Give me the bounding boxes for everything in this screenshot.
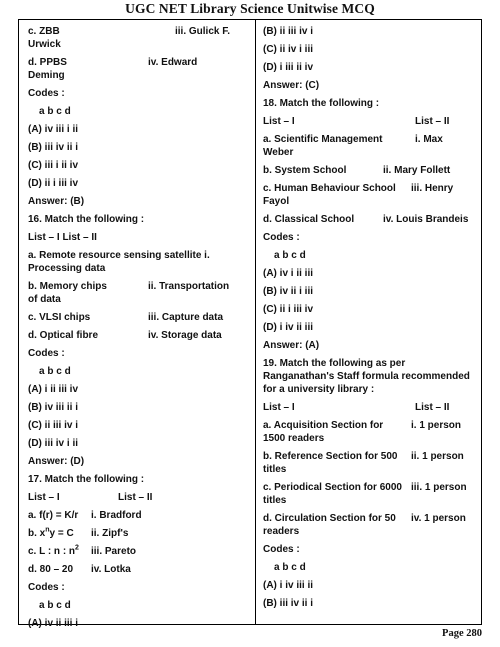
match-item: d. Classical School iv. Louis Brandeis	[263, 214, 469, 225]
codes-label: Codes :	[263, 232, 300, 243]
codes-label: Codes :	[28, 582, 65, 593]
answer-option: (C) iii i ii iv	[28, 160, 79, 171]
match-item: c. Human Behaviour School iii. Henry	[263, 183, 454, 194]
codes-header: a b c d	[39, 366, 71, 377]
codes-label: Codes :	[28, 88, 65, 99]
match-item: of data	[28, 294, 61, 305]
answer-option: (D) ii i iii iv	[28, 178, 79, 189]
match-item: c. L : n : $n^2$ iii. Pareto	[28, 544, 137, 557]
question-19-title: 19. Match the following as per Ranganathan's Staff formula recommended for a university library :	[263, 358, 470, 395]
answer-option: (D) i iii ii iv	[263, 62, 314, 73]
option-line: c. ZBB iii. Gulick F.	[28, 26, 231, 37]
question-17-title: 17. Match the following :	[28, 474, 145, 485]
question-16-title: 16. Match the following :	[28, 214, 145, 225]
match-item: Weber	[263, 147, 294, 158]
match-item: b. Memory chips ii. Transportation	[28, 281, 230, 292]
list-header: List – I List – II	[28, 232, 97, 243]
left-column	[28, 25, 250, 635]
list-header: List – I List – II	[263, 116, 450, 127]
answer-line: Answer: (A)	[263, 340, 320, 351]
match-item: Fayol	[263, 196, 290, 207]
match-item: b. Reference Section for 500 titles ii. 1 person	[263, 451, 464, 475]
answer-option: (D) i iv ii iii	[263, 322, 314, 333]
answer-option: (C) ii iv i iii	[263, 44, 314, 55]
match-item: c. VLSI chips iii. Capture data	[28, 312, 224, 323]
match-item: c. Periodical Section for 6000 titles iii. 1 person	[263, 482, 467, 506]
answer-line: Answer: (B)	[28, 196, 85, 207]
codes-header: a b c d	[274, 562, 306, 573]
option-line: Deming	[28, 70, 65, 81]
answer-line: Answer: (C)	[263, 80, 320, 91]
match-item: d. Circulation Section for 50 readers iv. 1 person	[263, 513, 466, 537]
match-item: d. 80 – 20 iv. Lotka	[28, 564, 131, 575]
match-item: a. f(r) = K/r i. Bradford	[28, 510, 142, 521]
match-item: b. $x^ny = C$ ii. Zipf's	[28, 526, 129, 539]
option-line: Urwick	[28, 39, 61, 50]
answer-option: (C) ii iii iv i	[28, 420, 79, 431]
codes-header: a b c d	[39, 600, 71, 611]
question-18-title: 18. Match the following :	[263, 98, 380, 109]
answer-option: (D) iii iv i ii	[28, 438, 79, 449]
answer-option: (B) ii iii iv i	[263, 26, 314, 37]
answer-option: (A) iv ii iii i	[28, 618, 79, 629]
answer-option: (A) i ii iii iv	[28, 384, 79, 395]
codes-label: Codes :	[263, 544, 300, 555]
page-header: UGC NET Library Science Unitwise MCQ	[125, 1, 375, 16]
right-column	[263, 25, 475, 615]
match-item: a. Scientific Management i. Max	[263, 134, 443, 145]
answer-option: (C) ii i iii iv	[263, 304, 314, 315]
match-item: b. System School ii. Mary Follett	[263, 165, 451, 176]
match-item: a. Remote resource sensing satellite i.	[28, 250, 210, 261]
page-number: Page 280	[442, 628, 482, 639]
answer-option: (A) i iv iii ii	[263, 580, 314, 591]
codes-header: a b c d	[274, 250, 306, 261]
answer-option: (B) iv iii ii i	[28, 402, 79, 413]
answer-option: (A) iv iii i ii	[28, 124, 79, 135]
answer-option: (A) iv i ii iii	[263, 268, 314, 279]
answer-option: (B) iii iv ii i	[28, 142, 79, 153]
option-line: d. PPBS iv. Edward	[28, 57, 198, 68]
answer-option: (B) iv ii i iii	[263, 286, 314, 297]
match-item: d. Optical fibre iv. Storage data	[28, 330, 222, 341]
codes-header: a b c d	[39, 106, 71, 117]
column-divider	[255, 19, 256, 625]
match-item: a. Acquisition Section for 1500 readers i. 1 person	[263, 420, 462, 444]
answer-line: Answer: (D)	[28, 456, 85, 467]
match-item: Processing data	[28, 263, 106, 274]
list-header: List – I List – II	[28, 492, 153, 503]
list-header: List – I List – II	[263, 402, 450, 413]
codes-label: Codes :	[28, 348, 65, 359]
answer-option: (B) iii iv ii i	[263, 598, 314, 609]
